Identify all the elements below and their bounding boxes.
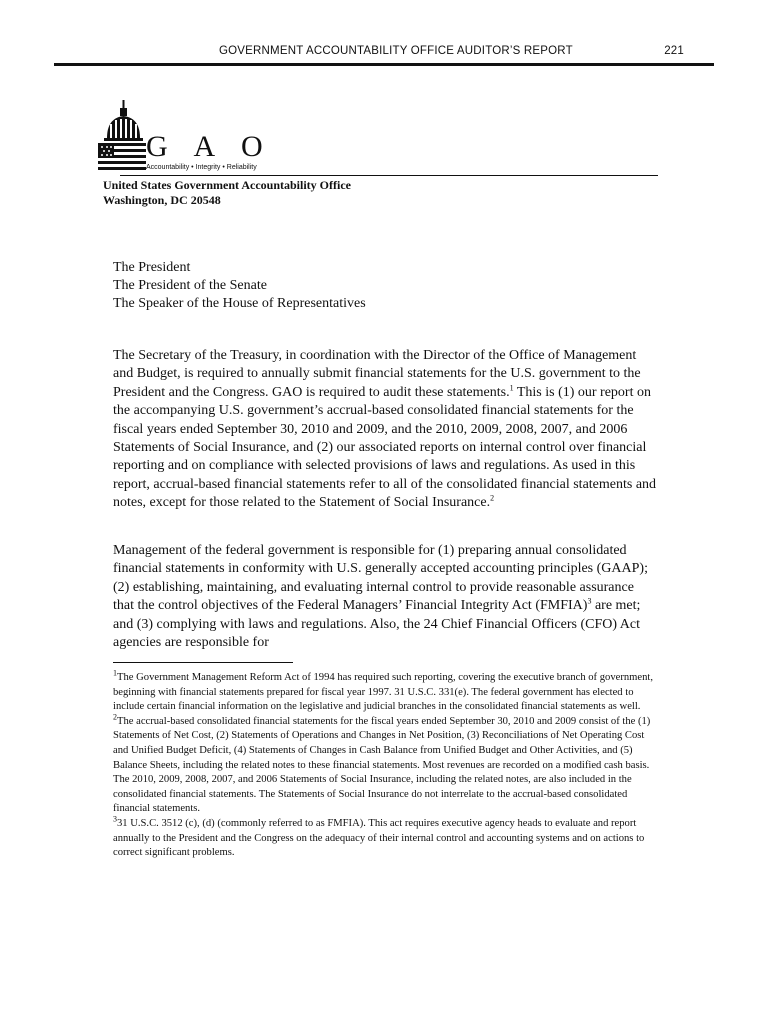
footnote-text: The Government Management Reform Act of 1994 has required such reporting, covering the executive branch of government, beginning with financial statements prepared for fiscal year 1997. 31 U.S.C. 331(e). The federal government has elected to include certain financial information on the legislative and judicial branches in the consolidated financial statements as well. (113, 672, 653, 713)
footnote-divider (113, 662, 293, 663)
footnote-number: 3 (113, 814, 117, 824)
logo-divider (120, 175, 658, 176)
body-paragraph (113, 542, 658, 652)
footnote-number: 2 (113, 712, 117, 722)
paragraph-text: This is (1) our report on the accompanying U.S. government’s accrual-based consolidated financial statements for the fiscal years ended September 30, 2010 and 2009, and the 2010, 2009, 2008, 2007, and 2006 Statements of Social Insurance, and (2) our associated reports on internal control over financial reporting and on compliance with selected provisions of laws and regulations. As used in this report, accrual-based financial statements refer to all of the consolidated financial statements and notes, except for those related to the Statement of Social Insurance. (113, 384, 657, 511)
addressee-list (113, 259, 366, 313)
running-header (54, 45, 714, 63)
footnote-text: The accrual-based consolidated financial statements for the fiscal years ended September 30, 2010 and 2009 consist of the (1) Statements of Net Cost, (2) Statements of Operations and Changes in Net Position, (3) Reconciliations of Net Operating Cost and Unified Budget Deficit, (4) Statements of Changes in Cash Balance from Unified Budget and Other Activities, and (5) Balance Sheets, including the related notes to these financial statements. Most revenues are recorded on a modified cash basis. The 2010, 2009, 2008, 2007, and 2006 Statements of Social Insurance, including the related notes, are also included in the consolidated financial statements. The Statements of Social Insurance do not interrelate to the accrual-based consolidated financial statements. (113, 715, 651, 815)
footnote-number: 1 (113, 668, 117, 678)
paragraph-text: Management of the federal government is responsible for (1) preparing annual consolidated financial statements in conformity with U.S. generally accepted accounting principles (GAAP); (2) establishing, maintaining, and evaluating internal control to provide reasonable assurance that the control objectives of the Federal Managers’ Financial Integrity Act (FMFIA) (113, 543, 648, 614)
footnote-ref: 2 (490, 493, 495, 503)
logo-tagline: Accountability • Integrity • Reliability (146, 164, 257, 171)
footnote-text: 31 U.S.C. 3512 (c), (d) (commonly referred to as FMFIA). This act requires executive agency heads to evaluate and report annually to the President and the Congress on the adequacy of their internal control and accounting systems and on actions to correct significant problems. (113, 817, 645, 859)
addressee: The Speaker of the House of Representatives (113, 296, 366, 311)
gao-logo (98, 100, 298, 180)
footnotes (113, 668, 658, 861)
agency-address (103, 178, 351, 208)
header-divider (54, 63, 714, 66)
agency-name: United States Government Accountability Office (103, 178, 351, 192)
footnote (113, 814, 658, 861)
addressee: The President (113, 260, 191, 275)
footnote-ref: 3 (587, 596, 592, 606)
logo-letters: G A O (146, 130, 273, 163)
paragraph-text: The Secretary of the Treasury, in coordination with the Director of the Office of Management and Budget, is required to annually submit financial statements for the U.S. government to the President and the Congress. GAO is required to audit these statements. (113, 348, 641, 400)
addressee: The President of the Senate (113, 278, 267, 293)
body-paragraph (113, 347, 658, 513)
footnote (113, 668, 658, 715)
agency-city: Washington, DC 20548 (103, 193, 221, 207)
footnote-ref: 1 (509, 383, 514, 393)
paragraph-text: are met; and (3) complying with laws and regulations. Also, the 24 Chief Financial Officers (CFO) Act agencies are responsible for (113, 598, 641, 651)
footnote (113, 712, 658, 817)
page-number: 221 (664, 45, 684, 57)
running-header-title: GOVERNMENT ACCOUNTABILITY OFFICE AUDITOR’S REPORT (219, 45, 573, 57)
